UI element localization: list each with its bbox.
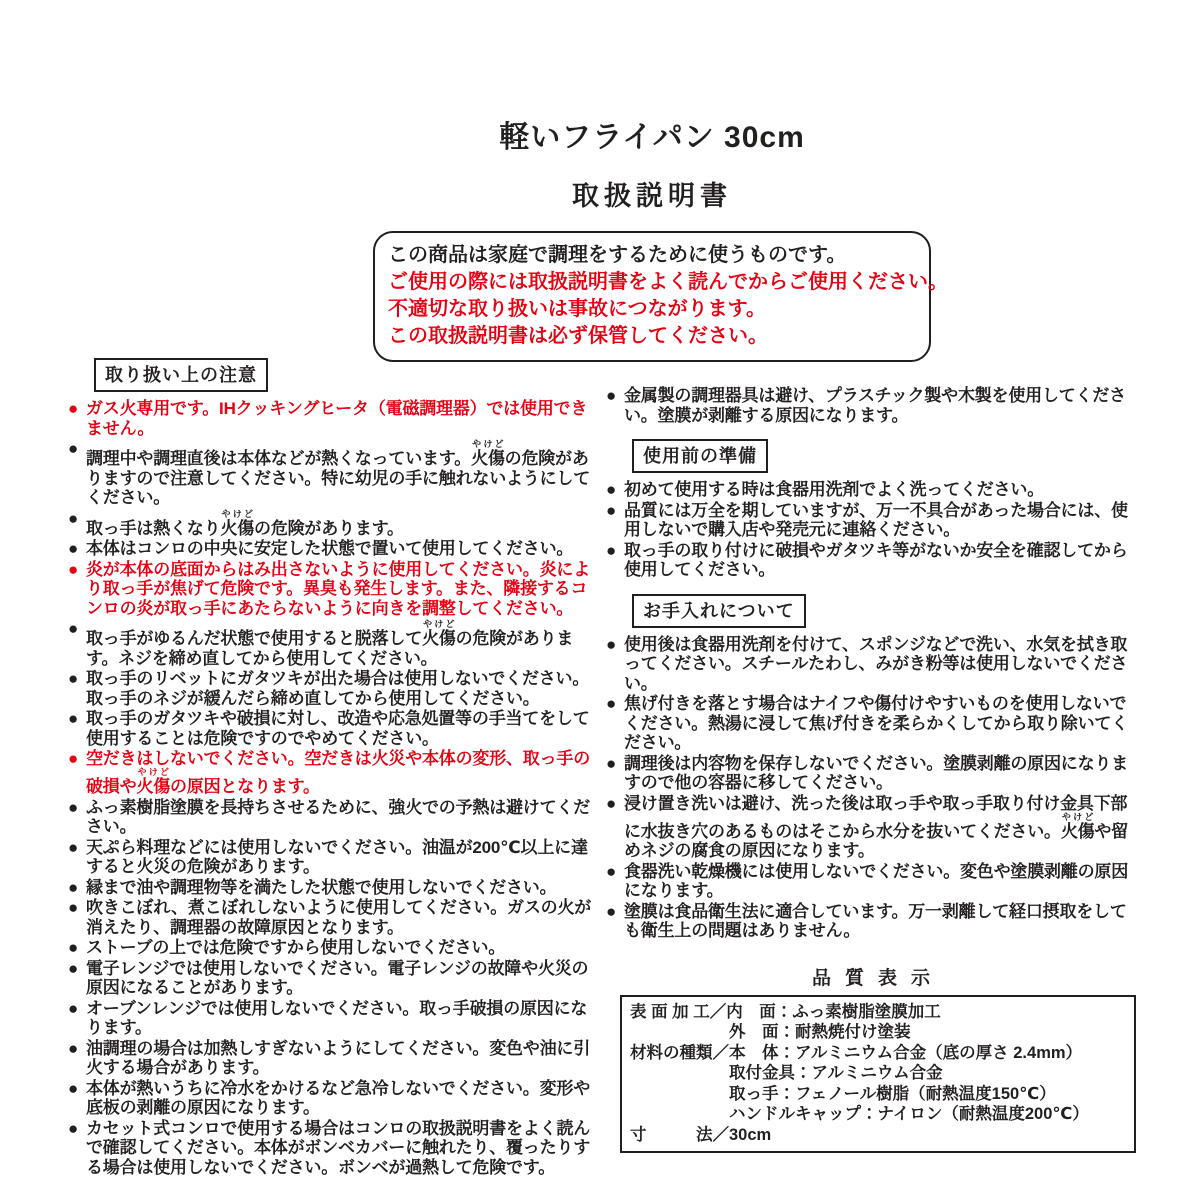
list-item-text: 調理中や調理直後は本体などが熱くなっています。火傷やけどの危険がありますので注意してください。特に幼児の手に触れないようにしてください。 [86, 439, 590, 507]
bullet-icon: ● [606, 540, 617, 560]
list-item [68, 878, 603, 898]
care-section-title: お手入れについて [632, 594, 806, 628]
bullet-icon: ● [606, 480, 617, 499]
list-item-text: オーブンレンジでは使用しないでください。取っ手破損の原因になります。 [86, 998, 588, 1037]
list-item-text: 炎が本体の底面からはみ出さないように使用してください。炎により取っ手が焦げて危険です。異臭も発生します。また、隣接するコンロの炎が取っ手にあたらないように向きを調整してください。 [86, 559, 590, 618]
quality-table [620, 995, 1136, 1154]
notice-line: この商品は家庭で調理をするために使うものです。 [388, 244, 847, 266]
bullet-icon: ● [68, 998, 79, 1018]
list-item [68, 439, 603, 508]
bullet-icon: ● [68, 1038, 79, 1058]
quality-row: 寸 法／30cm [630, 1125, 772, 1144]
list-item [606, 501, 1142, 540]
list-item-text: 塗膜は食品衛生法に適合しています。万一剥離して経口摂取をしても衛生上の問題はありません。 [624, 901, 1127, 940]
utensil-note-list [606, 386, 1142, 425]
quality-row: 材料の種類／本 体：アルミニウム合金（底の厚さ 2.4mm） [630, 1043, 1083, 1062]
list-item [606, 694, 1142, 753]
bullet-icon: ● [68, 898, 79, 917]
handling-list [68, 399, 603, 1177]
bullet-icon: ● [68, 539, 79, 558]
list-item-text: 取っ手がゆるんだ状態で使用すると脱落して火傷やけどの危険があります。ネジを締め直してから使用してください。 [86, 619, 574, 668]
bullet-icon: ● [68, 1118, 79, 1138]
notice-box [373, 231, 948, 362]
list-item [68, 898, 603, 937]
list-item [68, 938, 603, 958]
list-item [68, 619, 603, 668]
notice-line: ご使用の際には取扱説明書をよく読んでからご使用ください。 [388, 271, 948, 293]
care-list [606, 635, 1142, 941]
bullet-icon: ● [68, 669, 79, 688]
quality-row: 表 面 加 工／内 面：ふっ素樹脂塗膜加工 [630, 1002, 941, 1021]
list-item-text: 浸け置き洗いは避け、洗った後は取っ手や取っ手取り付け金具下部に水抜き穴のあるものはそこから水分を抜いてください。火傷やけどや留めネジの腐食の原因になります。 [624, 793, 1129, 860]
list-item [68, 709, 603, 748]
list-item [68, 1119, 603, 1178]
bullet-icon: ● [606, 861, 617, 881]
list-item-text: 油調理の場合は加熱しすぎないようにしてください。変色や油に引火する場合があります。 [86, 1038, 590, 1077]
list-item [606, 635, 1142, 694]
bullet-icon: ● [606, 753, 617, 773]
list-item [68, 838, 603, 877]
list-item-text: 取っ手のリベットにガタツキが出た場合は使用しないでください。取っ手のネジが緩んだら締め直してから使用してください。 [86, 669, 590, 708]
bullet-icon: ● [606, 793, 617, 813]
prep-list [606, 480, 1142, 580]
notice-line: この取扱説明書は必ず保管してください。 [388, 325, 768, 347]
bullet-icon: ● [68, 508, 79, 528]
bullet-icon: ● [606, 901, 617, 921]
list-item-text: 金属製の調理器具は避け、プラスチック製や木製を使用してください。塗膜が剥離する原因になります。 [624, 386, 1126, 425]
bullet-icon: ● [606, 500, 617, 520]
list-item-text: ふっ素樹脂塗膜を長持ちさせるために、強火での予熱は避けてください。 [86, 797, 590, 836]
bullet-icon: ● [606, 694, 617, 713]
document-title: 取扱説明書 [572, 181, 732, 211]
notice-line: 不適切な取り扱いは事故につながります。 [388, 298, 766, 320]
bullet-icon: ● [606, 386, 617, 405]
list-item-text: 焦げ付きを落とす場合はナイフや傷付けやすいものを使用しないでください。熱湯に浸して焦げ付きを柔らかくしてから取り除いてください。 [624, 694, 1128, 752]
list-item-text: 空だきはしないでください。空だきは火災や本体の変形、取っ手の破損や火傷やけどの原因となります。 [86, 749, 590, 796]
bullet-icon: ● [68, 877, 79, 897]
list-item [606, 541, 1142, 580]
bullet-icon: ● [606, 634, 617, 654]
list-item [606, 902, 1142, 941]
header [373, 112, 948, 362]
right-column [606, 386, 1142, 1153]
list-item-text: 天ぷら料理などには使用しないでください。油温が200℃以上に達すると火災の危険があります。 [86, 837, 588, 876]
bullet-icon: ● [68, 938, 79, 957]
list-item [68, 1079, 603, 1118]
list-item-text: 初めて使用する時は食器用洗剤でよく洗ってください。 [624, 480, 1044, 499]
list-item-text: カセット式コンロで使用する場合はコンロの取扱説明書をよく読んで確認してください。本体がボンベカバーに触れたり、覆ったりする場合は使用しないでください。ボンベが過熱して危険です。 [86, 1118, 590, 1177]
list-item [68, 959, 603, 998]
bullet-icon: ● [68, 1078, 79, 1098]
quality-row: 取っ手：フェノール樹脂（耐熱温度150℃） [630, 1084, 1056, 1103]
handling-section [68, 358, 603, 1178]
list-item [606, 862, 1142, 901]
list-item-text: 取っ手のガタツキや破損に対し、改造や応急処置等の手当てをして使用することは危険ですのでやめてください。 [86, 709, 590, 748]
list-item-text: 吹きこぼれ、煮こぼれしないように使用してください。ガスの火が消えたり、調理器の故障原因となります。 [86, 898, 592, 937]
bullet-icon: ● [68, 958, 79, 978]
list-item [606, 480, 1142, 500]
list-item-text: 取っ手は熱くなり火傷やけどの危険があります。 [86, 508, 404, 538]
list-item [606, 794, 1142, 861]
list-item-text: 取っ手の取り付けに破損やガタツキ等がないか安全を確認してから使用してください。 [624, 540, 1128, 579]
list-item [68, 798, 603, 837]
list-item-text: ガス火専用です。IHクッキングヒータ（電磁調理器）では使用できません。 [86, 399, 588, 438]
list-item-text: 電子レンジでは使用しないでください。電子レンジの故障や火災の原因になることがあります。 [86, 958, 589, 997]
bullet-icon: ● [68, 399, 79, 418]
bullet-icon: ● [68, 837, 79, 857]
list-item [68, 560, 603, 619]
list-item-text: 本体が熱いうちに冷水をかけるなど急冷しないでください。変形や底板の剥離の原因になります。 [86, 1078, 590, 1117]
list-item [68, 509, 603, 539]
list-item [606, 386, 1142, 425]
list-item [606, 754, 1142, 793]
bullet-icon: ● [68, 749, 79, 768]
list-item-text: 品質には万全を期していますが、万一不具合があった場合には、使用しないで購入店や発売元に連絡ください。 [624, 500, 1128, 539]
bullet-icon: ● [68, 797, 79, 817]
quality-row: 外 面：耐熱焼付け塗装 [630, 1023, 911, 1041]
list-item-text: 食器洗い乾燥機には使用しないでください。変色や塗膜剥離の原因になります。 [624, 861, 1128, 900]
list-item-text: 本体はコンロの中央に安定した状態で置いて使用してください。 [86, 539, 574, 558]
list-item-text: 使用後は食器用洗剤を付けて、スポンジなどで洗い、水気を拭き取ってください。スチールたわし、みがき粉等は使用しないでください。 [624, 634, 1128, 693]
list-item [68, 539, 603, 559]
bullet-icon: ● [68, 709, 79, 728]
handling-section-title: 取り扱い上の注意 [94, 358, 268, 392]
list-item [68, 669, 603, 708]
quality-row: 取付金具：アルミニウム合金 [630, 1064, 943, 1082]
bullet-icon: ● [68, 439, 79, 458]
bullet-icon: ● [68, 619, 79, 638]
bullet-icon: ● [68, 559, 79, 579]
quality-title: 品質表示 [811, 967, 944, 989]
list-item-text: ストーブの上では危険ですから使用しないでください。 [86, 938, 506, 957]
list-item [68, 399, 603, 438]
list-item [68, 999, 603, 1038]
prep-section-title: 使用前の準備 [632, 439, 768, 473]
list-item [68, 1039, 603, 1078]
list-item-text: 縁まで油や調理物等を満たした状態で使用しないでください。 [86, 877, 557, 897]
list-item [68, 749, 603, 797]
quality-row: ハンドルキャップ：ナイロン（耐熱温度200℃） [630, 1105, 1089, 1123]
product-title: 軽いフライパン 30cm [499, 121, 805, 154]
quality-label-section [620, 963, 1136, 1154]
list-item-text: 調理後は内容物を保存しないでください。塗膜剥離の原因になりますので他の容器に移してください。 [624, 753, 1128, 792]
